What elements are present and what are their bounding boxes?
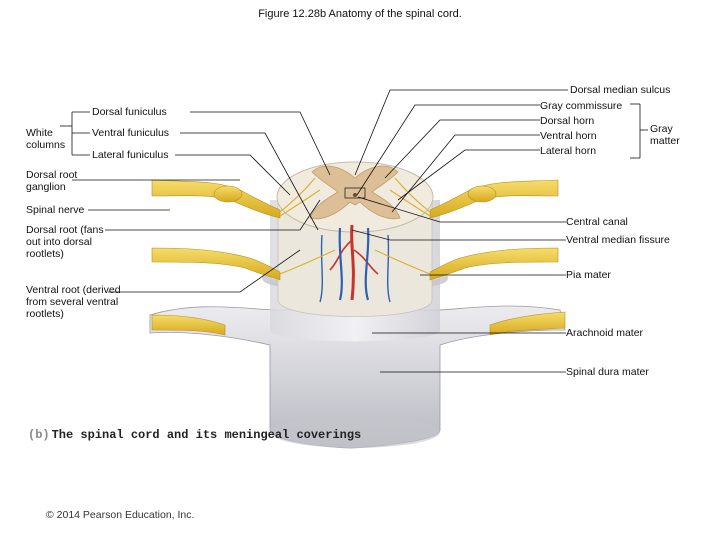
figure-title: Figure 12.28b Anatomy of the spinal cord. bbox=[258, 8, 462, 20]
dura-mater-sleeve bbox=[60, 90, 648, 448]
label-dorsal-median-sulcus: Dorsal median sulcus bbox=[570, 84, 671, 96]
label-spinal-dura-mater: Spinal dura mater bbox=[566, 366, 649, 378]
label-gray-commissure: Gray commissure bbox=[540, 100, 623, 112]
label-dorsal-horn: Dorsal horn bbox=[540, 115, 595, 127]
label-ventral-funiculus: Ventral funiculus bbox=[92, 127, 170, 139]
label-gray-matter: Gray matter bbox=[650, 123, 680, 147]
label-ventral-root: Ventral root (derived from several ventral rootlets) bbox=[26, 284, 121, 320]
label-lateral-horn: Lateral horn bbox=[540, 145, 597, 157]
label-spinal-nerve: Spinal nerve bbox=[26, 204, 85, 216]
label-central-canal: Central canal bbox=[566, 216, 628, 228]
spinal-cord-body bbox=[277, 162, 433, 317]
caption-letter: (b) bbox=[28, 428, 50, 442]
label-ventral-horn: Ventral horn bbox=[540, 130, 597, 142]
label-white-columns: White columns bbox=[26, 127, 66, 151]
label-pia-mater: Pia mater bbox=[566, 269, 611, 281]
label-lateral-funiculus: Lateral funiculus bbox=[92, 149, 169, 161]
copyright-notice: © 2014 Pearson Education, Inc. bbox=[46, 509, 195, 521]
label-dorsal-root: Dorsal root (fans out into dorsal rootlets) bbox=[26, 224, 104, 260]
caption-text: The spinal cord and its meningeal coverings bbox=[51, 428, 362, 442]
label-dorsal-root-ganglion: Dorsal root ganglion bbox=[26, 169, 78, 193]
label-arachnoid-mater: Arachnoid mater bbox=[566, 327, 644, 339]
label-ventral-median-fissure: Ventral median fissure bbox=[566, 234, 670, 246]
figure-caption bbox=[28, 428, 361, 442]
label-dorsal-funiculus: Dorsal funiculus bbox=[92, 106, 167, 118]
